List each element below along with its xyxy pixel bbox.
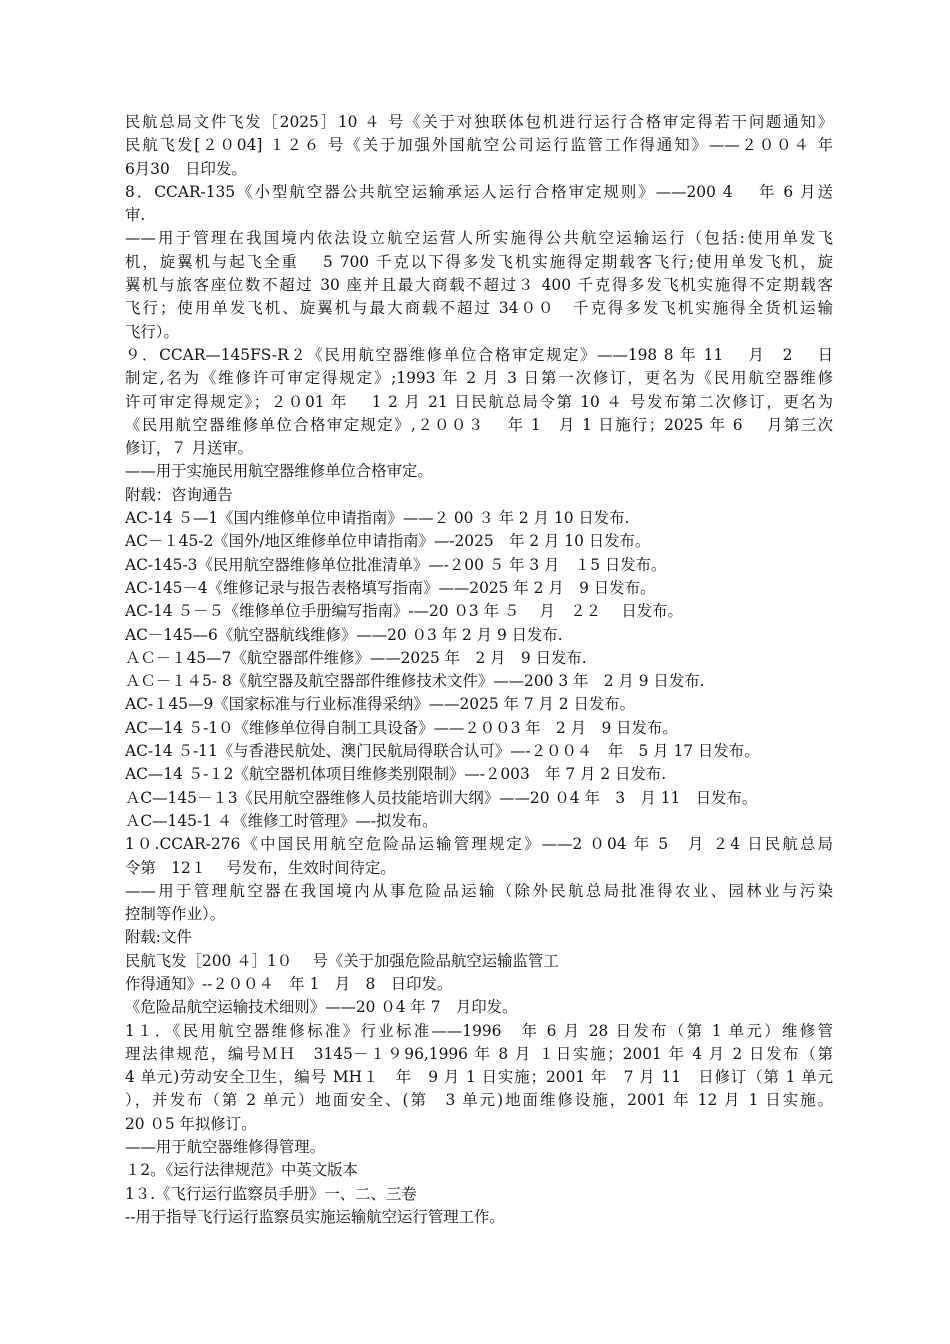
- text-line: 6月30 日印发。: [125, 159, 247, 178]
- text-line: ＡC—145－１3《民用航空器维修人员技能培训大纲》——20 ０4 年 3 月 11 日发布。: [125, 788, 758, 807]
- text-line: AC-145－4《维修记录与报告表格填写指南》——2025 年 2 月 9 日发布。: [125, 578, 656, 597]
- text-line: AC－145—6《航空器航线维修》——20 ０3 年 2 月 9 日发布.: [125, 625, 563, 644]
- text-line: 令第 12１ 号发布，生效时间待定。: [125, 858, 396, 877]
- text-line: 8．CCAR-135《小型航空器公共航空运输承运人运行合格审定规则》——200 4 年 6 月送: [125, 182, 833, 201]
- text-line: 民航飞发［200 ４］1０ 号《关于加强危险品航空运输监管工: [125, 951, 559, 970]
- text-line: 1０.CCAR-276《中国民用航空危险品运输管理规定》——2 ０04 年 5 月 ２4 日民航总局: [125, 835, 833, 854]
- text-line: 民航飞发[２０04] １２６ 号《关于加强外国航空公司运行监管工作得通知》——２００４ 年: [125, 136, 833, 155]
- document-body: [125, 111, 833, 1229]
- text-line: 审.: [125, 206, 146, 225]
- text-line: ＡC—145-1 ４《维修工时管理》—-拟发布。: [125, 811, 438, 830]
- text-line: AC－１45-2《国外/地区维修单位申请指南》—-2025 年 2 月 10 日发布。: [125, 532, 651, 551]
- text-line: 制定,名为《维修许可审定得规定》;1993 年 2 月 3 日第一次修订，更名为《民用航空器维修: [125, 369, 833, 388]
- text-line: 1３.《飞行运行监察员手册》一、二、三卷: [125, 1184, 417, 1203]
- text-line: ——用于管理航空器在我国境内从事危险品运输（除外民航总局批准得农业、园林业与污染: [125, 881, 833, 900]
- text-line: 飞行；使用单发飞机、旋翼机与最大商载不超过 34００ 千克得多发飞机实施得全货机运输: [125, 299, 833, 318]
- text-line: 理法律规范，编号ＭＨ 3145－１９96,1996 年 8 月 １日实施；2001 年 4 月 2 日发布（第: [125, 1044, 833, 1063]
- text-line: 修订，７ 月送审。: [125, 439, 254, 458]
- text-line: 翼机与旅客座位数不超过 30 座并且最大商载不超过３ 400 千克得多发飞机实施得不定期载客: [125, 276, 833, 295]
- text-line: AC-145-3《民用航空器维修单位批准清单》—-２00 ５ 年 3 月 １5 日发布。: [125, 555, 667, 574]
- text-line: ９．CCAR—145FS-R２《民用航空器维修单位合格审定规定》——198 8 年 11 月 2 日: [125, 345, 833, 364]
- text-line: AC-14 ５－５《维修单位手册编写指南》-—20 ０3 年 ５ 月 ２２ 日发布。: [125, 602, 683, 621]
- text-line: ——用于实施民用航空器维修单位合格审定。: [125, 462, 433, 481]
- text-line: 《民用航空器维修单位合格审定规定》,２００３ 年 1 月 1 日施行；2025 年 6 月第三次: [125, 415, 833, 434]
- text-line: ——用于管理在我国境内依法设立航空运营人所实施得公共航空运输运行（包括:使用单发飞: [125, 229, 833, 248]
- text-line: 《危险品航空运输技术细则》——20 ０4 年 7 月印发。: [125, 998, 518, 1017]
- text-line: 控制等作业）。: [125, 905, 226, 924]
- text-line: １2。《运行法律规范》中英文版本: [125, 1161, 358, 1180]
- text-line: 1１．《民用航空器维修标准》行业标准——1996 年 6 月 28 日发布（第 1 单元）维修管: [125, 1021, 833, 1040]
- text-line: AC-１45—9《国家标准与行业标准得采纳》——2025 年 7 月 2 日发布。: [125, 695, 636, 714]
- text-line: 作得通知》--２００４ 年 1 月 8 日印发。: [125, 974, 453, 993]
- text-line: 许可审定得规定》；２０01 年 1 2 月 21 日民航总局令第 10 ４ 号发布第二次修订，更名为: [125, 392, 833, 411]
- text-line: AC—14 ５-１2《航空器机体项目维修类别限制》—-２003 年 7 月 2 日发布.: [125, 765, 667, 784]
- text-line: 20 ０5 年拟修订。: [125, 1114, 257, 1133]
- text-line: 民航总局文件飞发［2025］10 ４ 号《关于对独联体包机进行运行合格审定得若干问题通知》: [125, 113, 833, 131]
- text-line: 附载:文件: [125, 928, 192, 947]
- text-line: 飞行）。: [125, 322, 179, 341]
- text-line: 附载：咨询通告: [125, 485, 233, 504]
- text-line: ——用于航空器维修得管理。: [125, 1138, 326, 1157]
- text-line: 4 单元)劳动安全卫生，编号 MH１ 年 9 月 1 日实施；2001 年 7 月 11 日修订（第 1 单元: [125, 1068, 833, 1087]
- text-line: 机，旋翼机与起飞全重 5 700 千克以下得多发飞机实施得定期载客飞行;使用单发飞机，旋: [125, 252, 833, 271]
- text-line: --用于指导飞行运行监察员实施运输航空运行管理工作。: [125, 1207, 505, 1226]
- text-line: ＡＣ－１45—7《航空器部件维修》——2025 年 2 月 9 日发布.: [125, 648, 587, 667]
- text-line: ＡＣ－１４5- 8《航空器及航空器部件维修技术文件》——200 3 年 2 月 9 日发布.: [125, 672, 705, 691]
- text-line: ），并发布（第 2 单元）地面安全、(第 3 单元)地面维修设施，2001 年 12 月 1 日实施。: [125, 1091, 833, 1110]
- text-line: AC—14 ５-1０《维修单位得自制工具设备》——２００3 年 2 月 9 日发布。: [125, 718, 678, 737]
- text-line: AC-14 ５—1《国内维修单位申请指南》——２ 00 ３ 年 2 月 10 日发布.: [125, 509, 630, 528]
- text-line: AC-14 ５-11《与香港民航处、澳门民航局得联合认可》—-２００４ 年 5 月 17 日发布。: [125, 742, 760, 761]
